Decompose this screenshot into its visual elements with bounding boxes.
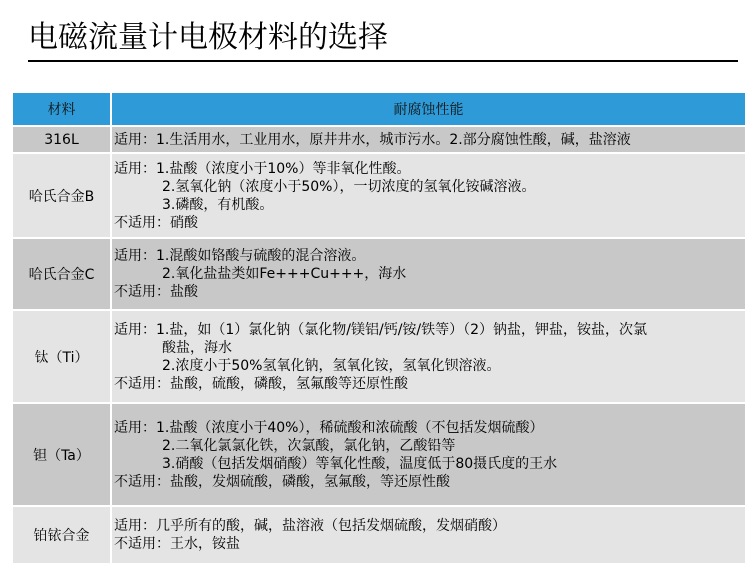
material-cell: 316L xyxy=(12,126,111,153)
desc-line: 适用：1.盐酸（浓度小于40%），稀硫酸和浓硫酸（不包括发烟硫酸） xyxy=(114,419,544,436)
material-cell: 哈氏合金B xyxy=(12,153,111,238)
desc-line: 不适用：盐酸，发烟硫酸，磷酸，氢氟酸，等还原性酸 xyxy=(114,473,450,490)
material-cell: 哈氏合金C xyxy=(12,238,111,310)
table-row xyxy=(12,310,746,403)
desc-line: 不适用：硝酸 xyxy=(114,214,198,231)
corrosion-cell xyxy=(111,310,746,403)
desc-line: 酸盐，海水 xyxy=(162,339,232,356)
desc-line: 2.浓度小于50%氢氧化钠，氢氧化铵，氢氧化钡溶液。 xyxy=(162,357,501,374)
table-row xyxy=(12,403,746,506)
desc-line: 不适用：盐酸，硫酸，磷酸，氢氟酸等还原性酸 xyxy=(114,375,408,392)
desc-line: 3.磷酸，有机酸。 xyxy=(162,196,274,213)
desc-line: 不适用：盐酸 xyxy=(114,284,198,300)
desc-line: 2.氢氧化钠（浓度小于50%），一切浓度的氢氧化铵碱溶液。 xyxy=(162,178,536,195)
corrosion-cell xyxy=(111,238,746,310)
column-header-material: 材料 xyxy=(12,92,111,126)
page-title-bar xyxy=(28,18,738,62)
table-row xyxy=(12,153,746,238)
desc-line: 适用：1.混酸如铬酸与硫酸的混合溶液。 xyxy=(114,248,366,264)
corrosion-cell xyxy=(111,153,746,238)
desc-line: 不适用：王水，铵盐 xyxy=(114,536,240,552)
corrosion-cell xyxy=(111,403,746,506)
desc-line: 2.氧化盐盐类如Fe+++Cu+++，海水 xyxy=(162,266,407,282)
table-row xyxy=(12,126,746,153)
desc-line: 3.硝酸（包括发烟硝酸）等氧化性酸，温度低于80摄氏度的王水 xyxy=(162,455,558,472)
material-cell: 铂铱合金 xyxy=(12,506,111,564)
desc-line: 适用：1.生活用水，工业用水，原井井水，城市污水。2.部分腐蚀性酸，碱，盐溶液 xyxy=(114,131,631,148)
electrode-material-table xyxy=(11,91,747,565)
page-title: 电磁流量计电极材料的选择 xyxy=(28,20,388,55)
table-row xyxy=(12,506,746,564)
desc-line: 2.二氧化氯氯化铁，次氯酸，氯化钠，乙酸铅等 xyxy=(162,437,456,454)
material-cell: 钽（Ta） xyxy=(12,403,111,506)
material-cell: 钛（Ti） xyxy=(12,310,111,403)
desc-line: 适用：1.盐酸（浓度小于10%）等非氧化性酸。 xyxy=(114,160,411,177)
table-row xyxy=(12,238,746,310)
corrosion-cell xyxy=(111,506,746,564)
table-header-row xyxy=(12,92,746,126)
desc-line: 适用：1.盐，如（1）氯化钠（氯化物/镁铝/钙/铵/铁等）（2）钠盐，钾盐，铵盐，次氯 xyxy=(114,321,648,338)
desc-line: 适用：几乎所有的酸，碱，盐溶液（包括发烟硫酸，发烟硝酸） xyxy=(114,518,506,534)
corrosion-cell xyxy=(111,126,746,153)
column-header-corrosion-resistance: 耐腐蚀性能 xyxy=(111,92,746,126)
